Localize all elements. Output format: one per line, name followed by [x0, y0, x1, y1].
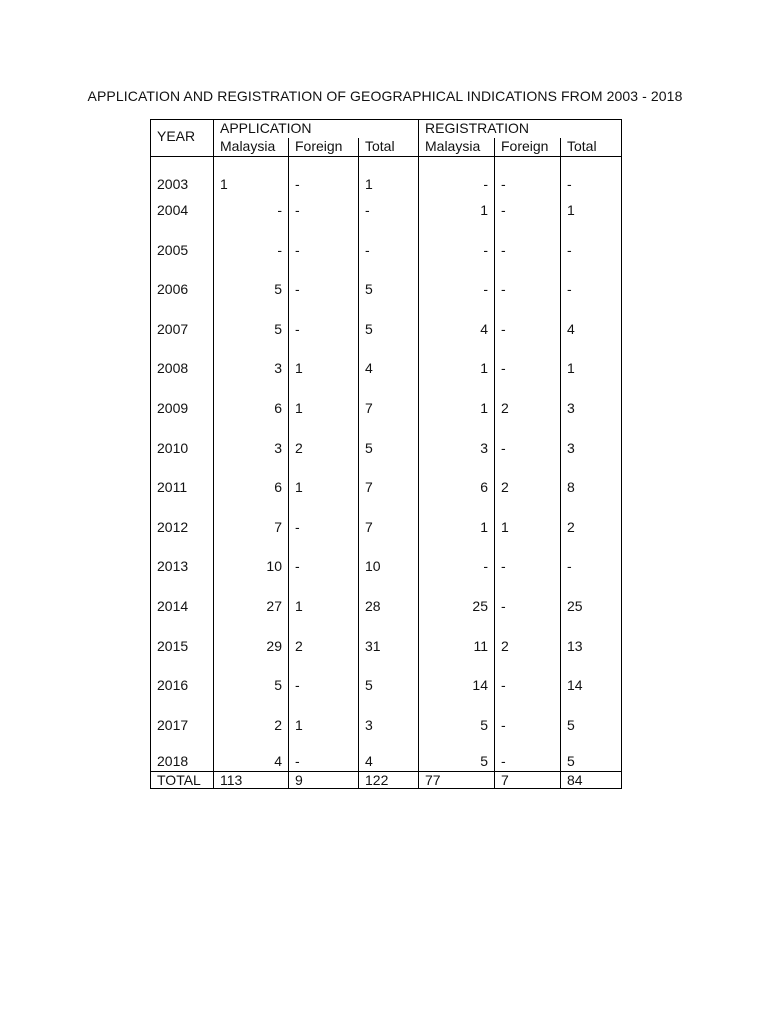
year-cell: 2004 [151, 196, 214, 236]
cell-app-my: - [214, 236, 289, 276]
cell-reg-tot: 8 [561, 473, 622, 513]
table-row [151, 394, 622, 434]
year-cell: 2017 [151, 711, 214, 751]
cell-app-fr: - [289, 750, 359, 772]
year-cell: 2016 [151, 671, 214, 711]
cell-app-my: 5 [214, 315, 289, 355]
cell-app-my: - [214, 196, 289, 236]
table-row [151, 552, 622, 592]
cell-reg-my: 25 [419, 592, 495, 632]
table-row [151, 196, 622, 236]
cell-app-fr: - [289, 275, 359, 315]
table-row [151, 632, 622, 672]
cell-reg-my: 14 [419, 671, 495, 711]
cell-app-my: 5 [214, 671, 289, 711]
total-app-tot: 122 [359, 772, 419, 789]
cell-reg-tot: 2 [561, 513, 622, 553]
year-cell: 2005 [151, 236, 214, 276]
cell-app-my: 6 [214, 394, 289, 434]
total-reg-fr: 7 [495, 772, 561, 789]
sub-header-reg-foreign: Foreign [495, 138, 561, 157]
cell-app-fr: 2 [289, 434, 359, 474]
cell-app-my: 29 [214, 632, 289, 672]
cell-reg-tot: 1 [561, 196, 622, 236]
sub-header-reg-malaysia: Malaysia [419, 138, 495, 157]
table-row [151, 275, 622, 315]
sub-header-app-total: Total [359, 138, 419, 157]
cell-reg-my: 1 [419, 196, 495, 236]
year-cell: 2018 [151, 750, 214, 772]
cell-reg-tot: - [561, 236, 622, 276]
table-body [151, 120, 622, 789]
cell-app-tot: 7 [359, 473, 419, 513]
cell-app-tot: 5 [359, 315, 419, 355]
sub-header-app-malaysia: Malaysia [214, 138, 289, 157]
application-header: APPLICATION [214, 120, 419, 139]
total-reg-my: 77 [419, 772, 495, 789]
cell-reg-tot: - [561, 552, 622, 592]
cell-reg-my: 1 [419, 513, 495, 553]
cell-app-my: 2 [214, 711, 289, 751]
cell-reg-tot: 4 [561, 315, 622, 355]
cell-app-tot: 1 [359, 157, 419, 197]
cell-app-fr: 1 [289, 711, 359, 751]
cell-app-fr: 2 [289, 632, 359, 672]
cell-app-tot: 4 [359, 750, 419, 772]
cell-reg-my: 5 [419, 750, 495, 772]
cell-app-fr: - [289, 196, 359, 236]
cell-app-tot: 10 [359, 552, 419, 592]
cell-reg-my: 1 [419, 394, 495, 434]
cell-app-my: 6 [214, 473, 289, 513]
cell-app-my: 7 [214, 513, 289, 553]
cell-reg-tot: - [561, 157, 622, 197]
cell-app-fr: 1 [289, 592, 359, 632]
cell-app-tot: 7 [359, 394, 419, 434]
cell-reg-my: 1 [419, 354, 495, 394]
cell-app-my: 27 [214, 592, 289, 632]
year-cell: 2009 [151, 394, 214, 434]
year-cell: 2006 [151, 275, 214, 315]
cell-app-tot: 3 [359, 711, 419, 751]
year-cell: 2013 [151, 552, 214, 592]
table-row [151, 513, 622, 553]
year-header: YEAR [151, 120, 214, 157]
cell-app-my: 3 [214, 354, 289, 394]
cell-reg-fr: - [495, 592, 561, 632]
cell-app-fr: - [289, 157, 359, 197]
cell-app-tot: 31 [359, 632, 419, 672]
cell-reg-my: 6 [419, 473, 495, 513]
cell-reg-my: - [419, 275, 495, 315]
cell-reg-tot: 5 [561, 750, 622, 772]
cell-app-fr: - [289, 552, 359, 592]
cell-reg-tot: 3 [561, 434, 622, 474]
cell-app-my: 4 [214, 750, 289, 772]
cell-app-tot: 5 [359, 671, 419, 711]
cell-app-my: 5 [214, 275, 289, 315]
cell-reg-fr: - [495, 236, 561, 276]
cell-reg-fr: - [495, 750, 561, 772]
cell-app-fr: 1 [289, 354, 359, 394]
total-reg-tot: 84 [561, 772, 622, 789]
year-cell: 2012 [151, 513, 214, 553]
gi-statistics-table [150, 119, 622, 789]
cell-reg-fr: 1 [495, 513, 561, 553]
table-row [151, 434, 622, 474]
cell-reg-fr: - [495, 354, 561, 394]
table-row [151, 157, 622, 197]
year-cell: 2011 [151, 473, 214, 513]
cell-reg-my: - [419, 236, 495, 276]
year-cell: 2008 [151, 354, 214, 394]
cell-reg-my: - [419, 157, 495, 197]
cell-reg-my: - [419, 552, 495, 592]
cell-reg-fr: 2 [495, 632, 561, 672]
table-row [151, 315, 622, 355]
cell-reg-tot: 25 [561, 592, 622, 632]
cell-reg-fr: - [495, 711, 561, 751]
cell-reg-tot: 3 [561, 394, 622, 434]
cell-app-fr: 1 [289, 473, 359, 513]
table-row [151, 711, 622, 751]
cell-app-tot: 5 [359, 434, 419, 474]
sub-header-reg-total: Total [561, 138, 622, 157]
table-row [151, 750, 622, 772]
cell-app-fr: - [289, 513, 359, 553]
cell-app-tot: 4 [359, 354, 419, 394]
header-row-group [151, 120, 622, 139]
cell-app-fr: 1 [289, 394, 359, 434]
year-cell: 2014 [151, 592, 214, 632]
cell-app-tot: 5 [359, 275, 419, 315]
total-row [151, 772, 622, 789]
cell-reg-my: 4 [419, 315, 495, 355]
year-cell: 2007 [151, 315, 214, 355]
table-row [151, 354, 622, 394]
cell-app-tot: - [359, 196, 419, 236]
cell-reg-my: 5 [419, 711, 495, 751]
registration-header: REGISTRATION [419, 120, 622, 139]
table-row [151, 473, 622, 513]
cell-app-tot: 7 [359, 513, 419, 553]
cell-app-tot: - [359, 236, 419, 276]
cell-app-my: 10 [214, 552, 289, 592]
document-title: APPLICATION AND REGISTRATION OF GEOGRAPHICAL INDICATIONS FROM 2003 - 2018 [87, 88, 683, 104]
cell-reg-fr: - [495, 552, 561, 592]
cell-reg-fr: 2 [495, 473, 561, 513]
table-row [151, 236, 622, 276]
year-cell: 2003 [151, 157, 214, 197]
cell-app-fr: - [289, 671, 359, 711]
cell-reg-tot: 5 [561, 711, 622, 751]
cell-reg-fr: 2 [495, 394, 561, 434]
sub-header-app-foreign: Foreign [289, 138, 359, 157]
cell-reg-fr: - [495, 275, 561, 315]
cell-reg-fr: - [495, 671, 561, 711]
cell-app-my: 3 [214, 434, 289, 474]
cell-reg-fr: - [495, 196, 561, 236]
cell-app-tot: 28 [359, 592, 419, 632]
year-cell: 2015 [151, 632, 214, 672]
cell-reg-my: 11 [419, 632, 495, 672]
total-app-my: 113 [214, 772, 289, 789]
year-cell: 2010 [151, 434, 214, 474]
cell-app-fr: - [289, 236, 359, 276]
total-label: TOTAL [151, 772, 214, 789]
cell-reg-my: 3 [419, 434, 495, 474]
cell-app-fr: - [289, 315, 359, 355]
cell-app-my: 1 [214, 157, 289, 197]
cell-reg-fr: - [495, 315, 561, 355]
table-row [151, 592, 622, 632]
cell-reg-tot: 13 [561, 632, 622, 672]
cell-reg-tot: - [561, 275, 622, 315]
cell-reg-fr: - [495, 157, 561, 197]
cell-reg-tot: 1 [561, 354, 622, 394]
header-row-sub [151, 138, 622, 157]
table-row [151, 671, 622, 711]
cell-reg-fr: - [495, 434, 561, 474]
total-app-fr: 9 [289, 772, 359, 789]
cell-reg-tot: 14 [561, 671, 622, 711]
